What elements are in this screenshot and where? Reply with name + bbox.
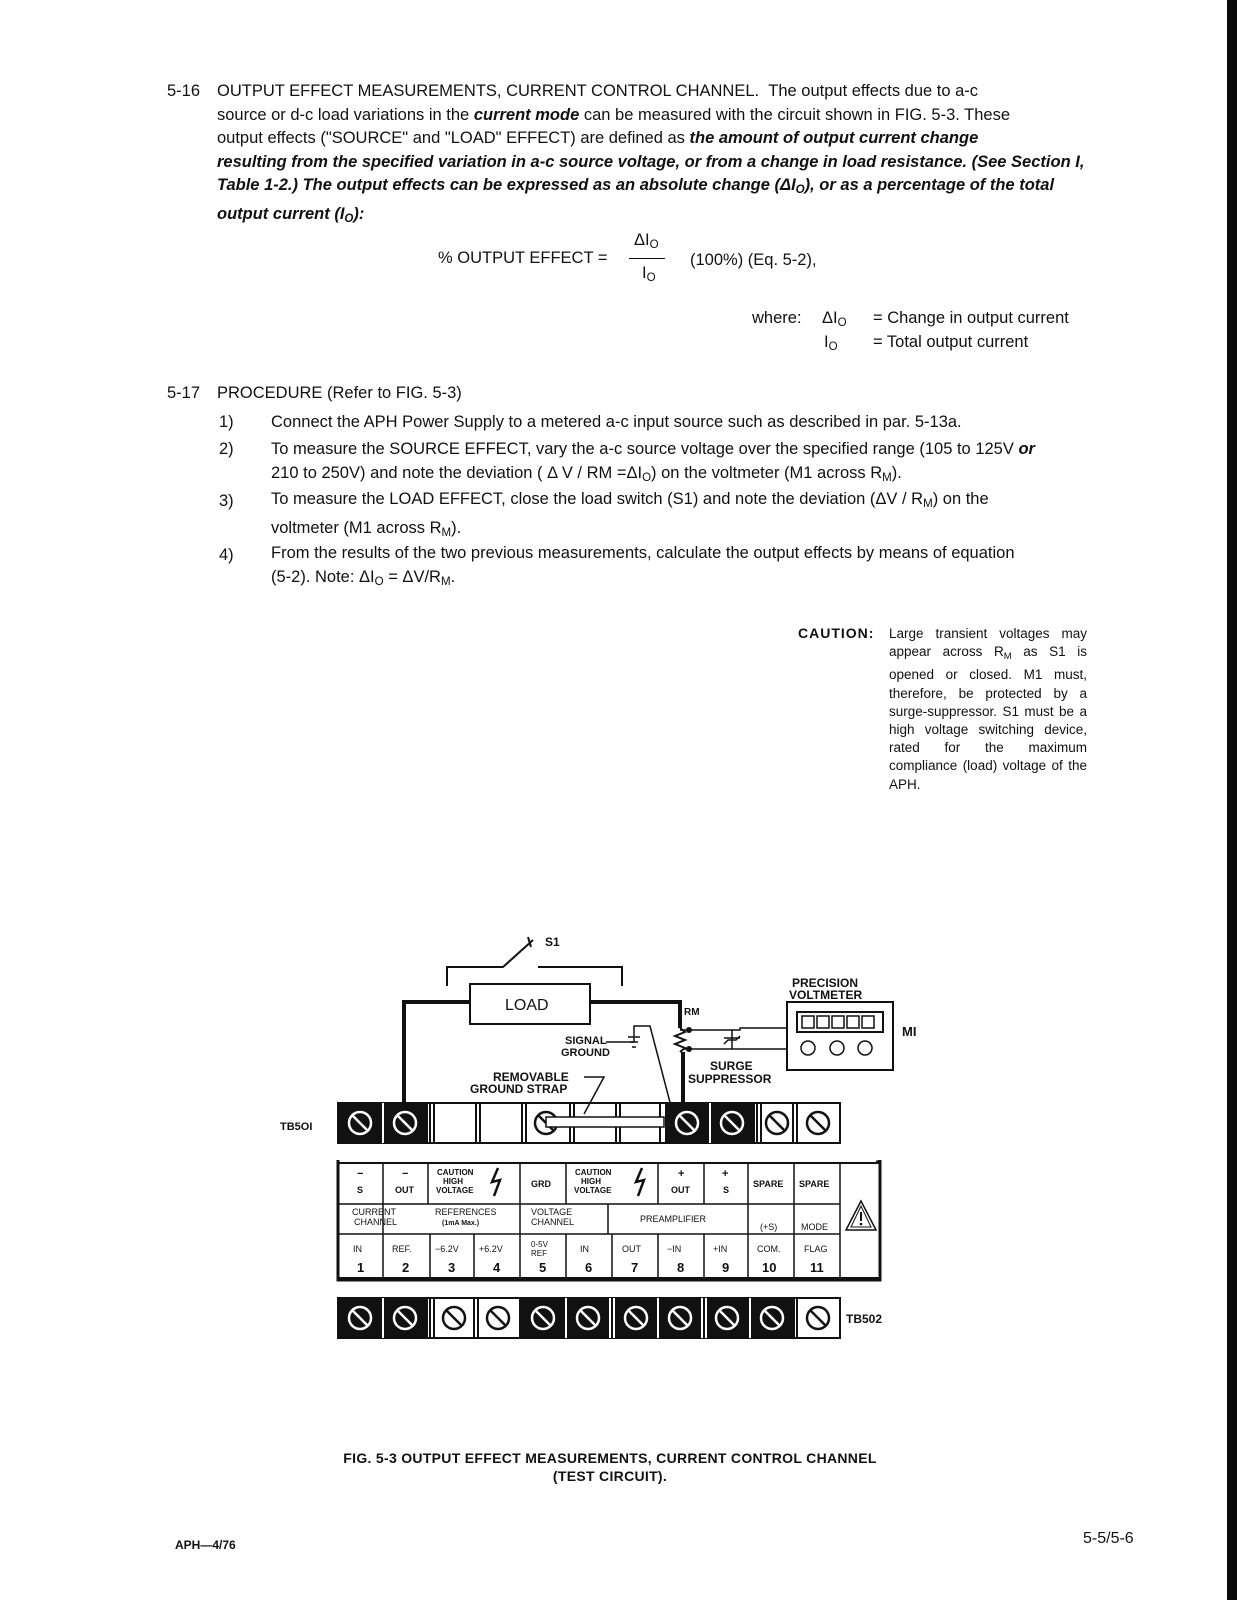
removable-label-1: REMOVABLE bbox=[493, 1070, 569, 1084]
bottom-label: OUT bbox=[622, 1244, 641, 1254]
fraction-bar bbox=[629, 258, 665, 259]
section-heading: OUTPUT EFFECT MEASUREMENTS, CURRENT CONTROL CHANNEL. bbox=[217, 82, 760, 100]
where-definition-2: = Total output current bbox=[873, 333, 1029, 351]
bottom-label: REF bbox=[531, 1249, 547, 1258]
line-text: From the results of the two previous measurements, calculate the output effects by means of equation bbox=[271, 544, 1015, 562]
figure-caption bbox=[250, 1449, 970, 1485]
caution-heading: CAUTION: bbox=[798, 625, 875, 641]
bottom-label: +6.2V bbox=[479, 1244, 503, 1254]
line-text: ). bbox=[891, 463, 902, 482]
terminal-number: 8 bbox=[677, 1260, 685, 1275]
bottom-label: COM. bbox=[757, 1244, 781, 1254]
subscript: M bbox=[441, 526, 452, 539]
high-voltage-icon bbox=[636, 1168, 644, 1196]
sign-2: − bbox=[402, 1168, 409, 1180]
bottom-label: FLAG bbox=[804, 1244, 828, 1254]
step-text-2 bbox=[271, 438, 1035, 490]
mid-label: CHANNEL bbox=[354, 1217, 398, 1227]
terminal-number: 6 bbox=[585, 1260, 593, 1275]
rm-label: RM bbox=[684, 1007, 700, 1018]
surge-label-2: SUPPRESSOR bbox=[688, 1072, 772, 1086]
subscript: O bbox=[344, 212, 354, 225]
emphasis-text: current mode bbox=[473, 105, 580, 124]
bottom-label: IN bbox=[353, 1244, 362, 1254]
section-heading-5-17: PROCEDURE (Refer to FIG. 5-3) bbox=[217, 384, 462, 402]
line-text: The output effects due to a-c bbox=[768, 82, 979, 100]
line-text: = ΔV/R bbox=[383, 567, 441, 586]
subscript: O bbox=[795, 184, 805, 196]
section-number-5-16: 5-16 bbox=[167, 82, 201, 100]
terminal-label-panel bbox=[338, 1160, 880, 1280]
warning-triangle-icon bbox=[846, 1201, 876, 1230]
label-out-2: OUT bbox=[671, 1185, 690, 1195]
terminal-number: 2 bbox=[402, 1260, 410, 1275]
line-text: (5-2). Note: ΔI bbox=[271, 567, 375, 586]
section-number-5-17: 5-17 bbox=[167, 384, 201, 402]
line-text: output effects ("SOURCE" and "LOAD" EFFECT) are defined as bbox=[217, 129, 685, 147]
sign-4: + bbox=[722, 1168, 729, 1180]
high-label-2: HIGH bbox=[581, 1177, 601, 1186]
line-text: Table 1-2.) The output effects can be expressed as an absolute change (ΔI bbox=[217, 176, 796, 194]
step-number-3: 3) bbox=[219, 492, 234, 510]
line-text: voltmeter (M1 across R bbox=[271, 518, 442, 537]
tb502-label: TB502 bbox=[846, 1312, 883, 1326]
line-text: ) on the voltmeter (M1 across R bbox=[651, 463, 883, 482]
caution-label-1: CAUTION bbox=[437, 1168, 474, 1177]
line-text: To measure the SOURCE EFFECT, vary the a-c source voltage over the specified range (105 to 125V bbox=[271, 440, 1014, 458]
label-s-2: S bbox=[723, 1185, 730, 1195]
tb501-terminals bbox=[338, 1103, 829, 1143]
voltage-label-1: VOLTAGE bbox=[436, 1186, 474, 1195]
bottom-label: −IN bbox=[667, 1244, 682, 1254]
equation-numerator bbox=[634, 229, 659, 258]
label-out-1: OUT bbox=[395, 1185, 414, 1195]
high-voltage-icon bbox=[492, 1168, 500, 1196]
mid-label: REFERENCES bbox=[435, 1207, 497, 1217]
step-number-2: 2) bbox=[219, 440, 234, 458]
para-line-6 bbox=[217, 203, 1097, 232]
mid-label: (1mA Max.) bbox=[442, 1220, 480, 1227]
voltmeter-label-1: PRECISION bbox=[792, 976, 859, 990]
equation-denominator bbox=[642, 262, 656, 291]
page-number: 5-5/5-6 bbox=[1083, 1530, 1134, 1547]
step-number-1: 1) bbox=[219, 413, 234, 431]
switch-s1 bbox=[447, 935, 622, 986]
para-line-3 bbox=[217, 127, 1097, 151]
page-edge-bar bbox=[1227, 0, 1237, 1600]
mid-label: (+S) bbox=[760, 1222, 778, 1232]
bottom-label: 0-5V bbox=[531, 1240, 548, 1249]
terminal-number: 10 bbox=[762, 1260, 777, 1275]
bottom-label: IN bbox=[580, 1244, 589, 1254]
symbol: ΔI bbox=[822, 309, 838, 327]
mid-label: CURRENT bbox=[352, 1207, 396, 1217]
subscript: O bbox=[646, 272, 656, 284]
caution-line: Large transient voltages may appear across R bbox=[889, 626, 1087, 660]
caption-line-1: FIG. 5-3 OUTPUT EFFECT MEASUREMENTS, CURRENT CONTROL CHANNEL bbox=[343, 1450, 877, 1466]
footer-left: APH—4/76 bbox=[175, 1538, 236, 1552]
line-text: output current (I bbox=[217, 204, 345, 223]
line-text: To measure the LOAD EFFECT, close the load switch (S1) and note the deviation (ΔV / R bbox=[271, 490, 924, 508]
equation-tail: (100%) (Eq. 5-2), bbox=[690, 251, 817, 269]
mid-label: VOLTAGE bbox=[531, 1207, 573, 1217]
terminal-number: 11 bbox=[810, 1260, 824, 1275]
subscript: O bbox=[642, 471, 652, 484]
surge-suppressor-symbol bbox=[724, 1030, 740, 1049]
mid-label: PREAMPLIFIER bbox=[640, 1214, 707, 1224]
denominator-symbol: I bbox=[642, 264, 647, 282]
mi-label: MI bbox=[902, 1024, 917, 1039]
caution-line: as S1 is opened or closed. M1 must, therefore, be protected by a surge-suppressor. S1 must be a high voltage switching device, rated for the maximum compliance (load) voltage of the APH. bbox=[889, 644, 1087, 792]
para-line-5 bbox=[217, 174, 1097, 203]
terminal-number: 9 bbox=[722, 1260, 730, 1275]
line-text: ) on the bbox=[932, 490, 989, 508]
caption-line-2: (TEST CIRCUIT). bbox=[552, 1468, 668, 1484]
subscript: O bbox=[649, 239, 659, 251]
line-text: 210 to 250V) and note the deviation ( Δ V / RM =ΔI bbox=[271, 463, 643, 482]
voltage-label-2: VOLTAGE bbox=[574, 1186, 612, 1195]
line-text: . bbox=[450, 567, 456, 586]
tb501-label: TB5OI bbox=[280, 1121, 313, 1133]
subscript: M bbox=[440, 575, 451, 588]
step-number-4: 4) bbox=[219, 546, 234, 564]
load-label: LOAD bbox=[505, 997, 549, 1014]
signal-ground-label-1: SIGNAL bbox=[565, 1035, 607, 1047]
tb502-terminals bbox=[338, 1298, 829, 1338]
symbol: I bbox=[824, 333, 829, 351]
subscript: M bbox=[923, 498, 933, 510]
mid-label: CHANNEL bbox=[531, 1217, 575, 1227]
removable-label-2: GROUND STRAP bbox=[470, 1082, 568, 1096]
spare-label-2: SPARE bbox=[799, 1179, 830, 1189]
equation-label: % OUTPUT EFFECT = bbox=[438, 249, 608, 267]
bottom-label: REF. bbox=[392, 1244, 412, 1254]
caution-label-2: CAUTION bbox=[575, 1168, 612, 1177]
subscript: M bbox=[882, 471, 892, 484]
surge-label-1: SURGE bbox=[710, 1059, 753, 1073]
where-label: where: bbox=[752, 309, 802, 327]
subscript: O bbox=[828, 341, 838, 353]
para-line-2 bbox=[217, 104, 1097, 128]
para-line-4: resulting from the specified variation in a-c source voltage, or from a change in load resistance. (See Section I, bbox=[217, 152, 1085, 171]
where-definition-1: = Change in output current bbox=[873, 309, 1069, 327]
terminal-number: 5 bbox=[539, 1260, 547, 1275]
section-5-16-paragraph bbox=[217, 80, 1097, 231]
numerator-symbol: ΔI bbox=[634, 231, 650, 249]
label-s-1: S bbox=[357, 1185, 364, 1195]
voltmeter-label-2: VOLTMETER bbox=[789, 988, 863, 1002]
step-text-4 bbox=[271, 542, 1015, 594]
terminal-number: 3 bbox=[448, 1260, 456, 1275]
step-text-1: Connect the APH Power Supply to a metered a-c input source such as described in par. 5-13a. bbox=[271, 413, 962, 431]
line-text: source or d-c load variations in the bbox=[217, 105, 470, 124]
terminal-number: 1 bbox=[357, 1260, 365, 1275]
bottom-label: +IN bbox=[713, 1244, 728, 1254]
subscript: M bbox=[1003, 651, 1012, 663]
mid-label: MODE bbox=[801, 1222, 828, 1232]
emphasis-text: or bbox=[1018, 440, 1035, 458]
high-label-1: HIGH bbox=[443, 1177, 463, 1186]
where-symbol-2 bbox=[824, 331, 838, 360]
line-text: ): bbox=[353, 204, 365, 223]
signal-ground-label-2: GROUND bbox=[561, 1047, 610, 1059]
sign-3: + bbox=[678, 1168, 685, 1180]
bottom-label: −6.2V bbox=[435, 1244, 459, 1254]
terminal-number: 4 bbox=[493, 1260, 501, 1275]
subscript: O bbox=[374, 575, 384, 588]
emphasis-text: the amount of output current change bbox=[689, 129, 979, 147]
spare-label-1: SPARE bbox=[753, 1179, 784, 1189]
para-line-1 bbox=[217, 80, 1097, 104]
step-text-3 bbox=[271, 488, 989, 545]
caution-text bbox=[889, 625, 1087, 794]
grd-label: GRD bbox=[531, 1179, 551, 1189]
subscript: O bbox=[837, 317, 847, 329]
terminal-number: 7 bbox=[631, 1260, 639, 1275]
line-text: ), or as a percentage of the total bbox=[804, 176, 1055, 194]
s1-label: S1 bbox=[545, 935, 560, 949]
sign-1: − bbox=[357, 1168, 364, 1180]
line-text: ). bbox=[451, 518, 462, 537]
test-circuit-diagram bbox=[0, 900, 1237, 1340]
line-text: can be measured with the circuit shown in FIG. 5-3. These bbox=[583, 105, 1010, 124]
